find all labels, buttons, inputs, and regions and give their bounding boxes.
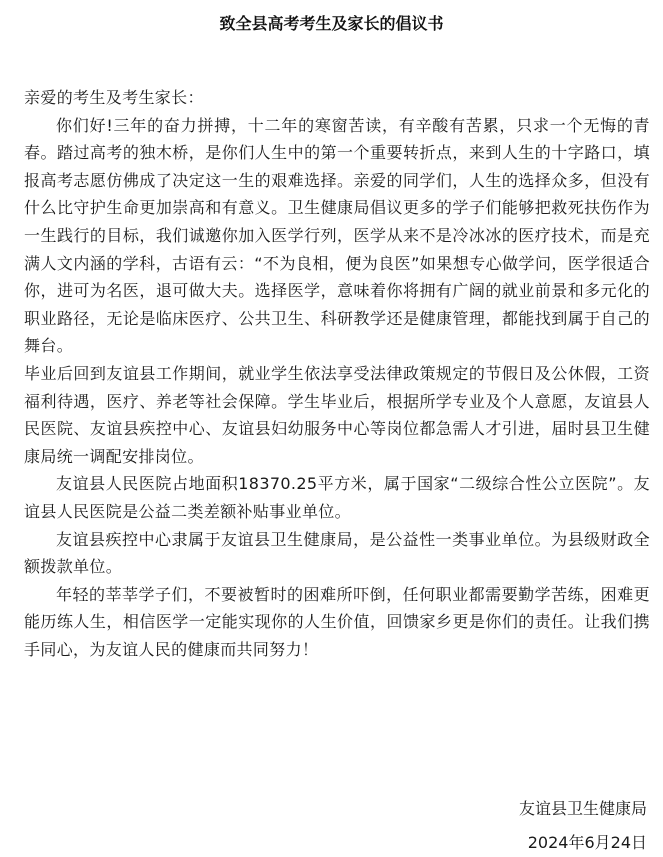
document-title: 致全县高考考生及家长的倡议书: [219, 14, 444, 33]
paragraph-cdc: 友谊县疾控中心隶属于友谊县卫生健康局，是公益性一类事业单位。为县级财政全额拨款单位。: [24, 529, 650, 577]
document-body: [24, 84, 650, 663]
paragraph-hospital: 友谊县人民医院占地面积18370.25平方米，属于国家“二级综合性公立医院”。友谊县人民医院是公益二类差额补贴事业单位。: [24, 474, 650, 521]
signature-organization: 友谊县卫生健康局: [518, 799, 647, 818]
signature-date: 2024年6月24日: [527, 833, 647, 852]
paragraph-intro: 你们好!三年的奋力拼搏，十二年的寒窗苦读，有辛酸有苦累，只求一个无悔的青春。踏过高考的独木桥，是你们人生中的第一个重要转折点，来到人生的十字路口，填报高考志愿仿佛成了决定这一生的艰难选择。亲爱的同学们，人生的选择众多，但没有什么比守护生命更加崇高和有意义。卫生健康局倡议更多的学子们能够把救死扶伤作为一生践行的目标，我们诚邀你加入医学行列，医学从来不是冷冰冰的医疗技术，而是充满人文内涵的学科，古语有云：“不为良相，便为良医”如果想专心做学问，医学很适合你，进可为名医，退可做大夫。选择医学，意味着你将拥有广阔的就业前景和多元化的职业路径，无论是临床医疗、公共卫生、科研教学还是健康管理，都能找到属于自己的舞台。: [24, 115, 650, 356]
paragraph-closing: 年轻的莘莘学子们，不要被暂时的困难所吓倒，任何职业都需要勤学苦练，困难更能历练人生，相信医学一定能实现你的人生价值，回馈家乡更是你们的责任。让我们携手同心，为友谊人民的健康而共同努力！: [24, 584, 650, 659]
salutation: 亲爱的考生及考生家长：: [24, 88, 204, 107]
paragraph-employment: 毕业后回到友谊县工作期间，就业学生依法享受法律政策规定的节假日及公休假，工资福利待遇，医疗、养老等社会保障。学生毕业后，根据所学专业及个人意愿，友谊县人民医院、友谊县疾控中心、友谊县妇幼服务中心等岗位都急需人才引进，届时县卫生健康局统一调配安排岗位。: [24, 363, 650, 466]
